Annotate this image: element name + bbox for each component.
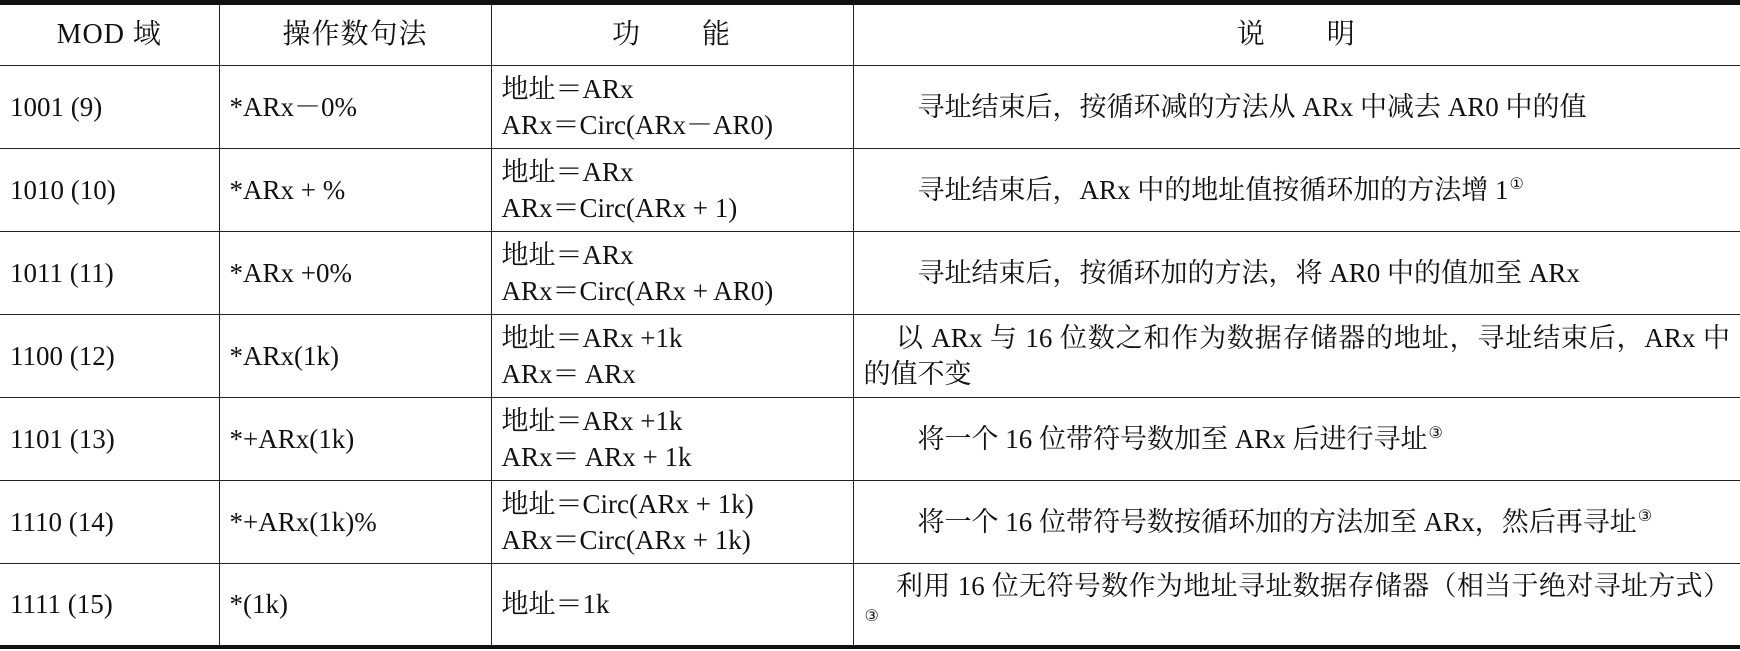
header-mod-field: MOD 域: [0, 3, 219, 66]
footnote-marker: ①: [1509, 176, 1524, 193]
function-line: 地址＝ARx: [501, 74, 634, 104]
description-cell: [853, 66, 1740, 149]
table-row: [0, 481, 1740, 564]
description-body: 寻址结束后，按循环减的方法从 ARx 中减去 AR0 中的值: [917, 92, 1587, 122]
syntax-cell: *ARx + %: [219, 149, 491, 232]
function-cell: [491, 398, 853, 481]
function-line: 地址＝1k: [501, 589, 610, 620]
syntax-cell: *ARx +0%: [219, 232, 491, 315]
table-row: [0, 149, 1740, 232]
function-cell: [491, 66, 853, 149]
description-text: [864, 89, 1731, 125]
description-text: [864, 320, 1731, 392]
function-line: ARx＝Circ(ARx + AR0): [501, 276, 774, 306]
function-line: 地址＝ARx: [501, 240, 634, 270]
description-cell: [853, 564, 1740, 647]
description-body: 寻址结束后，按循环加的方法，将 AR0 中的值加至 ARx: [917, 258, 1580, 288]
header-description: 说 明: [853, 3, 1740, 66]
header-function: 功 能: [491, 3, 853, 66]
description-cell: [853, 149, 1740, 232]
table-row: [0, 232, 1740, 315]
function-line: ARx＝ ARx: [501, 359, 636, 389]
mod-cell: 1111 (15): [0, 564, 219, 647]
function-line: ARx＝Circ(ARx + 1): [501, 193, 738, 223]
syntax-cell: *+ARx(1k): [219, 398, 491, 481]
description-text: [864, 172, 1731, 208]
syntax-cell: *ARx－0%: [219, 66, 491, 149]
description-text: [864, 255, 1731, 291]
mod-cell: 1100 (12): [0, 315, 219, 398]
description-body: 利用 16 位无符号数作为地址寻址数据存储器（相当于绝对寻址方式）: [895, 571, 1730, 602]
function-line: 地址＝Circ(ARx + 1k): [501, 489, 754, 519]
function-line: ARx＝Circ(ARx + 1k): [501, 525, 751, 555]
table-row: [0, 564, 1740, 647]
description-body: 将一个 16 位带符号数加至 ARx 后进行寻址: [917, 424, 1428, 454]
syntax-cell: *(1k): [219, 564, 491, 647]
function-cell: [491, 315, 853, 398]
function-line: ARx＝Circ(ARx－AR0): [501, 110, 773, 140]
description-cell: [853, 315, 1740, 398]
table-row: [0, 398, 1740, 481]
mod-cell: 1101 (13): [0, 398, 219, 481]
footnote-marker: ③: [1428, 425, 1443, 442]
mod-cell: 1010 (10): [0, 149, 219, 232]
table-header-row: [0, 3, 1740, 66]
function-line: 地址＝ARx +1k: [501, 406, 683, 436]
description-cell: [853, 481, 1740, 564]
description-body: 以 ARx 与 16 位数之和作为数据存储器的地址，寻址结束后，ARx 中的值不变: [863, 323, 1730, 389]
description-body: 寻址结束后，ARx 中的地址值按循环加的方法增 1: [917, 175, 1509, 205]
footnote-marker: ③: [1637, 508, 1653, 525]
description-text: [864, 504, 1731, 540]
function-cell: [491, 564, 853, 647]
header-operand-syntax: 操作数句法: [219, 3, 491, 66]
table-row: [0, 315, 1740, 398]
description-body: 将一个 16 位带符号数按循环加的方法加至 ARx，然后再寻址: [917, 507, 1637, 537]
description-text: [864, 568, 1731, 640]
function-line: 地址＝ARx: [501, 157, 634, 187]
mod-cell: 1011 (11): [0, 232, 219, 315]
description-cell: [853, 232, 1740, 315]
function-cell: [491, 149, 853, 232]
footnote-marker: ③: [864, 608, 879, 626]
mod-cell: 1001 (9): [0, 66, 219, 149]
function-line: ARx＝ ARx + 1k: [501, 442, 692, 472]
mod-cell: 1110 (14): [0, 481, 219, 564]
function-cell: [491, 481, 853, 564]
table-row: [0, 66, 1740, 149]
syntax-cell: *+ARx(1k)%: [219, 481, 491, 564]
function-cell: [491, 232, 853, 315]
syntax-cell: *ARx(1k): [219, 315, 491, 398]
function-line: 地址＝ARx +1k: [501, 323, 683, 353]
description-cell: [853, 398, 1740, 481]
description-text: [864, 421, 1731, 457]
